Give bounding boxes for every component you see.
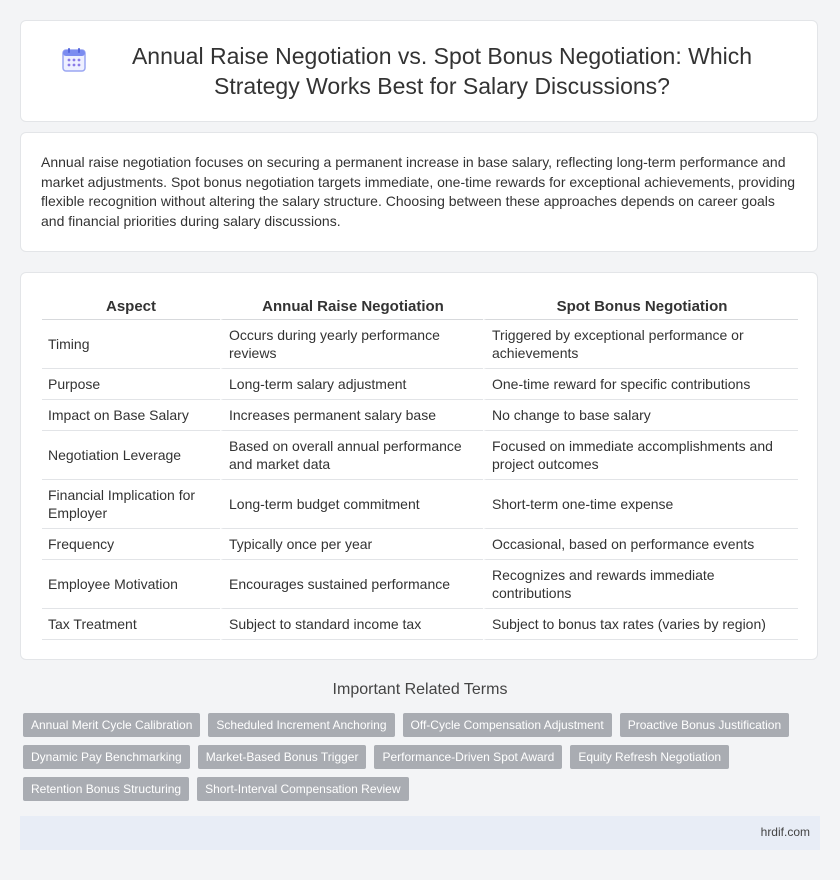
- calendar-icon: [61, 47, 87, 73]
- table-cell: Long-term budget commitment: [220, 480, 483, 529]
- table-row: [42, 529, 798, 560]
- column-header: Annual Raise Negotiation: [220, 297, 483, 320]
- table-cell: Focused on immediate accomplishments and project outcomes: [483, 431, 798, 480]
- footer-site-link[interactable]: hrdif.com: [760, 825, 810, 839]
- table-cell: Short-term one-time expense: [483, 480, 798, 529]
- related-term-tag[interactable]: Off-Cycle Compensation Adjustment: [403, 713, 612, 737]
- table-cell: No change to base salary: [483, 400, 798, 431]
- comparison-table: [42, 297, 798, 640]
- table-cell: Financial Implication for Employer: [42, 480, 220, 529]
- table-cell: Frequency: [42, 529, 220, 560]
- related-term-tag[interactable]: Retention Bonus Structuring: [23, 777, 189, 801]
- table-cell: Based on overall annual performance and market data: [220, 431, 483, 480]
- table-row: [42, 369, 798, 400]
- table-cell: Increases permanent salary base: [220, 400, 483, 431]
- table-cell: Tax Treatment: [42, 609, 220, 640]
- footer-bar: [20, 816, 820, 850]
- table-row: [42, 560, 798, 609]
- related-term-tag[interactable]: Proactive Bonus Justification: [620, 713, 789, 737]
- table-cell: Negotiation Leverage: [42, 431, 220, 480]
- table-cell: Purpose: [42, 369, 220, 400]
- table-cell: Employee Motivation: [42, 560, 220, 609]
- table-cell: Recognizes and rewards immediate contributions: [483, 560, 798, 609]
- table-cell: One-time reward for specific contributions: [483, 369, 798, 400]
- table-row: [42, 320, 798, 369]
- table-cell: Typically once per year: [220, 529, 483, 560]
- table-cell: Subject to standard income tax: [220, 609, 483, 640]
- table-header-row: [42, 297, 798, 320]
- intro-card: [20, 132, 818, 252]
- column-header: Aspect: [42, 297, 220, 320]
- page-title: Annual Raise Negotiation vs. Spot Bonus Negotiation: Which Strategy Works Best for Salary Discussions?: [131, 43, 753, 99]
- related-terms-heading: Important Related Terms: [332, 681, 508, 698]
- table-cell: Impact on Base Salary: [42, 400, 220, 431]
- related-terms-list: [23, 713, 823, 809]
- related-term-tag[interactable]: Dynamic Pay Benchmarking: [23, 745, 190, 769]
- intro-paragraph: Annual raise negotiation focuses on securing a permanent increase in base salary, reflecting long-term performance and market adjustments. Spot bonus negotiation targets immediate, one-time rewards for exceptional achievements, providing flexible recognition without altering the salary structure. Choosing between these approaches depends on career goals and financial priorities during salary discussions.: [41, 154, 796, 229]
- table-cell: Occasional, based on performance events: [483, 529, 798, 560]
- related-term-tag[interactable]: Scheduled Increment Anchoring: [208, 713, 394, 737]
- table-cell: Long-term salary adjustment: [220, 369, 483, 400]
- table-cell: Occurs during yearly performance reviews: [220, 320, 483, 369]
- title-card: [20, 20, 818, 122]
- table-cell: Subject to bonus tax rates (varies by region): [483, 609, 798, 640]
- related-term-tag[interactable]: Market-Based Bonus Trigger: [198, 745, 367, 769]
- related-term-tag[interactable]: Annual Merit Cycle Calibration: [23, 713, 200, 737]
- table-row: [42, 480, 798, 529]
- table-row: [42, 431, 798, 480]
- table-cell: Timing: [42, 320, 220, 369]
- related-term-tag[interactable]: Short-Interval Compensation Review: [197, 777, 408, 801]
- table-cell: Encourages sustained performance: [220, 560, 483, 609]
- table-row: [42, 400, 798, 431]
- column-header: Spot Bonus Negotiation: [483, 297, 798, 320]
- comparison-card: [20, 272, 818, 660]
- table-row: [42, 609, 798, 640]
- related-term-tag[interactable]: Equity Refresh Negotiation: [570, 745, 729, 769]
- related-term-tag[interactable]: Performance-Driven Spot Award: [374, 745, 562, 769]
- table-cell: Triggered by exceptional performance or achievements: [483, 320, 798, 369]
